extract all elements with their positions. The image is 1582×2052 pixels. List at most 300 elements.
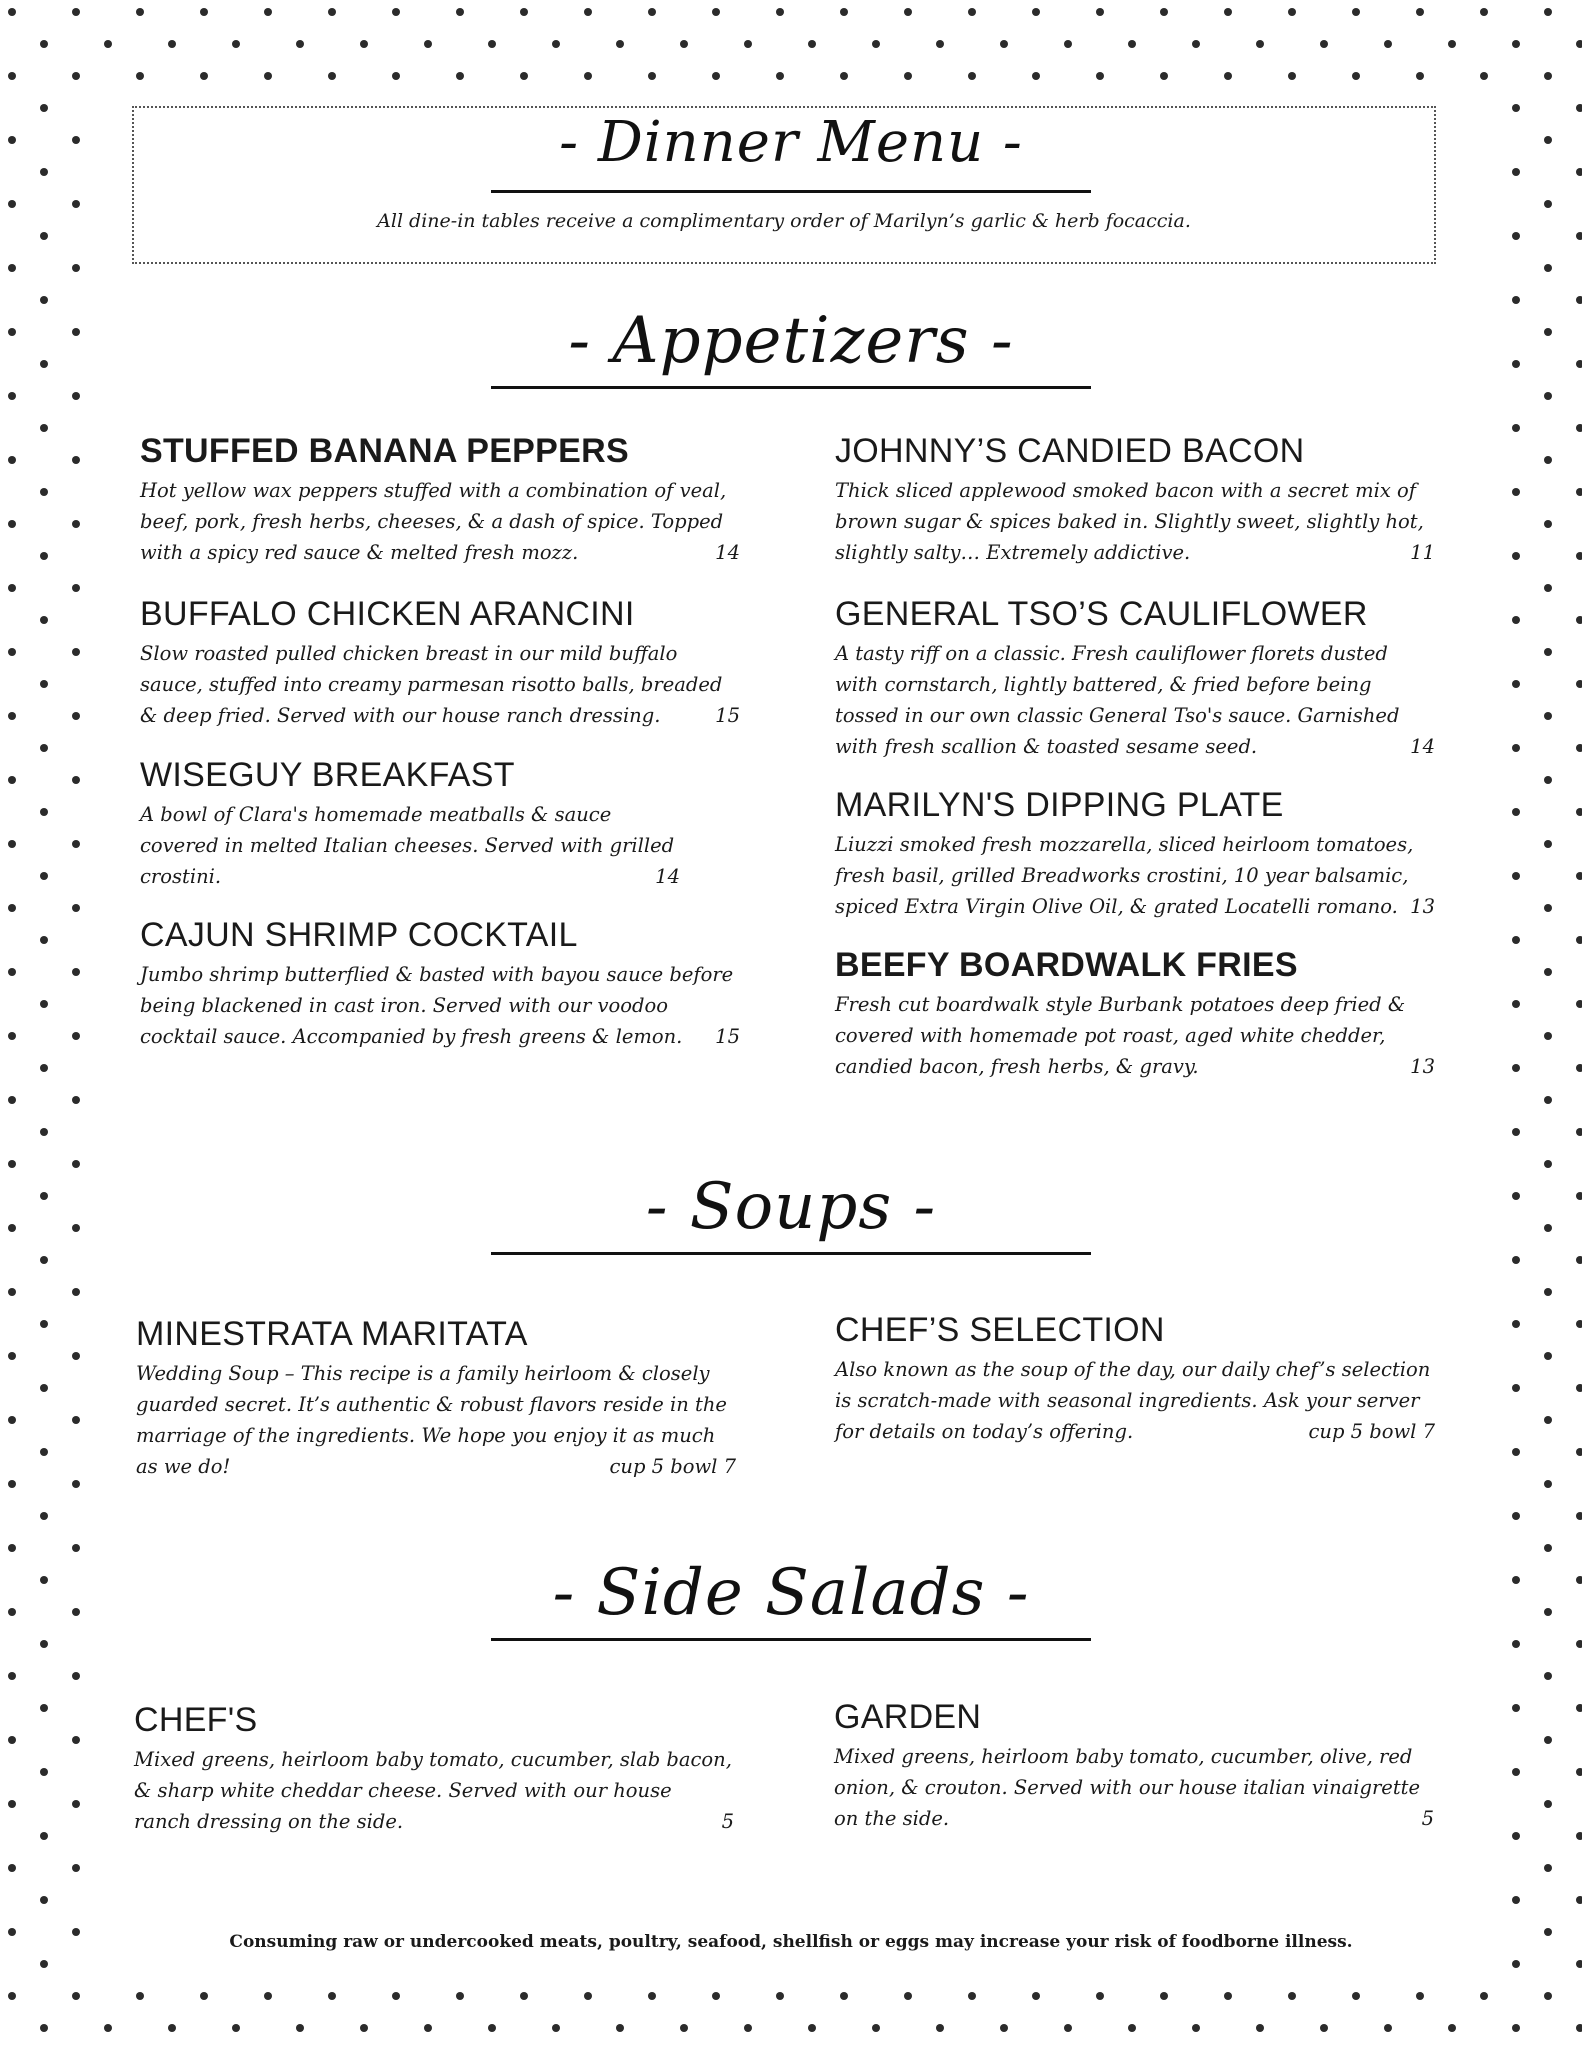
decorative-dot	[1128, 2024, 1136, 2032]
decorative-dot	[744, 2024, 752, 2032]
decorative-dot	[40, 1640, 48, 1648]
decorative-dot	[360, 40, 368, 48]
decorative-dot	[968, 72, 976, 80]
decorative-dot	[648, 72, 656, 80]
decorative-dot	[72, 1416, 80, 1424]
decorative-dot	[1512, 1448, 1520, 1456]
decorative-dot	[840, 8, 848, 16]
decorative-dot	[8, 456, 16, 464]
decorative-dot	[168, 40, 176, 48]
decorative-dot	[776, 1992, 784, 2000]
menu-item	[140, 431, 740, 568]
decorative-dot	[904, 8, 912, 16]
decorative-dot	[904, 1992, 912, 2000]
decorative-dot	[1512, 1640, 1520, 1648]
appetizers-heading: - Appetizers -	[568, 304, 1014, 378]
decorative-dot	[40, 1256, 48, 1264]
decorative-dot	[1512, 1064, 1520, 1072]
decorative-dot	[8, 1416, 16, 1424]
decorative-dot	[72, 1800, 80, 1808]
decorative-dot	[1288, 1992, 1296, 2000]
decorative-dot	[40, 1704, 48, 1712]
item-description: Also known as the soup of the day, our daily chef’s selection is scratch-made with seasonal ingredients. Ask your server for details on today’s offering. cup 5 bowl 7	[835, 1354, 1435, 1447]
item-price: 15	[707, 1021, 740, 1052]
decorative-dot	[776, 72, 784, 80]
decorative-dot	[8, 1480, 16, 1488]
decorative-dot	[1544, 712, 1552, 720]
decorative-dot	[8, 264, 16, 272]
decorative-dot	[1544, 8, 1552, 16]
decorative-dot	[1576, 808, 1582, 816]
decorative-dot	[1576, 1384, 1582, 1392]
decorative-dot	[1448, 2024, 1456, 2032]
item-name: WISEGUY BREAKFAST	[140, 756, 515, 794]
item-name: STUFFED BANANA PEPPERS	[140, 432, 629, 470]
decorative-dot	[1512, 808, 1520, 816]
decorative-dot	[40, 296, 48, 304]
menu-item	[835, 431, 1435, 568]
menu-item	[140, 594, 740, 731]
decorative-dot	[1576, 424, 1582, 432]
decorative-dot	[8, 840, 16, 848]
decorative-dot	[1512, 744, 1520, 752]
menu-tagline: All dine-in tables receive a complimentary order of Marilyn’s garlic & herb focaccia.	[377, 210, 1191, 232]
decorative-dot	[40, 232, 48, 240]
decorative-dot	[1352, 8, 1360, 16]
decorative-dot	[1192, 2024, 1200, 2032]
decorative-dot	[1576, 296, 1582, 304]
decorative-dot	[40, 808, 48, 816]
item-description: Slow roasted pulled chicken breast in our mild buffalo sauce, stuffed into creamy parmesan risotto balls, breaded & deep fried. Served with our house ranch dressing. 15	[140, 638, 740, 731]
decorative-dot	[456, 72, 464, 80]
item-description: Hot yellow wax peppers stuffed with a combination of veal, beef, pork, fresh herbs, cheeses, & a dash of spice. Topped with a spicy red sauce & melted fresh mozz. 14	[140, 475, 740, 568]
decorative-dot	[40, 1448, 48, 1456]
decorative-dot	[200, 8, 208, 16]
decorative-dot	[40, 1192, 48, 1200]
decorative-dot	[8, 1800, 16, 1808]
decorative-dot	[1576, 1128, 1582, 1136]
decorative-dot	[1576, 1448, 1582, 1456]
decorative-dot	[1480, 8, 1488, 16]
decorative-dot	[40, 744, 48, 752]
decorative-dot	[936, 2024, 944, 2032]
decorative-dot	[40, 1384, 48, 1392]
item-price: 11	[1402, 537, 1435, 568]
decorative-dot	[1544, 1416, 1552, 1424]
decorative-dot	[1576, 1768, 1582, 1776]
decorative-dot	[40, 936, 48, 944]
decorative-dot	[40, 1768, 48, 1776]
decorative-dot	[1576, 2024, 1582, 2032]
decorative-dot	[872, 40, 880, 48]
decorative-dot	[1544, 264, 1552, 272]
item-name: BEEFY BOARDWALK FRIES	[835, 946, 1298, 984]
decorative-dot	[1544, 968, 1552, 976]
decorative-dot	[1544, 1864, 1552, 1872]
decorative-dot	[1512, 1896, 1520, 1904]
decorative-dot	[840, 1992, 848, 2000]
decorative-dot	[1544, 72, 1552, 80]
decorative-dot	[776, 8, 784, 16]
decorative-dot	[72, 1544, 80, 1552]
item-price: 14	[647, 861, 680, 892]
decorative-dot	[968, 8, 976, 16]
decorative-dot	[1512, 360, 1520, 368]
decorative-dot	[1384, 40, 1392, 48]
decorative-dot	[72, 8, 80, 16]
decorative-dot	[1448, 40, 1456, 48]
decorative-dot	[1544, 200, 1552, 208]
decorative-dot	[72, 1096, 80, 1104]
decorative-dot	[8, 904, 16, 912]
decorative-dot	[1544, 840, 1552, 848]
decorative-dot	[40, 1576, 48, 1584]
decorative-dot	[1544, 1032, 1552, 1040]
decorative-dot	[8, 392, 16, 400]
decorative-dot	[104, 40, 112, 48]
decorative-dot	[1576, 1512, 1582, 1520]
decorative-dot	[1576, 1256, 1582, 1264]
item-description: A tasty riff on a classic. Fresh cauliflower florets dusted with cornstarch, lightly battered, & fried before being tossed in our own classic General Tso's sauce. Garnished with fresh scallion & toasted sesame seed. 14	[835, 638, 1435, 762]
decorative-dot	[72, 968, 80, 976]
decorative-dot	[72, 1736, 80, 1744]
decorative-dot	[1576, 1192, 1582, 1200]
decorative-dot	[72, 584, 80, 592]
menu-title: - Dinner Menu -	[559, 110, 1023, 175]
decorative-dot	[136, 8, 144, 16]
decorative-dot	[1512, 2024, 1520, 2032]
decorative-dot	[424, 40, 432, 48]
decorative-dot	[520, 72, 528, 80]
decorative-dot	[40, 1064, 48, 1072]
item-price: 13	[1402, 891, 1435, 922]
item-description: A bowl of Clara's homemade meatballs & sauce covered in melted Italian cheeses. Served with grilled crostini. 14	[140, 799, 680, 892]
decorative-dot	[1512, 1768, 1520, 1776]
decorative-dot	[72, 1032, 80, 1040]
decorative-dot	[72, 520, 80, 528]
decorative-dot	[72, 1224, 80, 1232]
decorative-dot	[40, 1960, 48, 1968]
decorative-dot	[72, 1288, 80, 1296]
decorative-dot	[1576, 1640, 1582, 1648]
decorative-dot	[1256, 40, 1264, 48]
decorative-dot	[1416, 8, 1424, 16]
decorative-dot	[1576, 40, 1582, 48]
decorative-dot	[1544, 1480, 1552, 1488]
decorative-dot	[1224, 1992, 1232, 2000]
decorative-dot	[8, 776, 16, 784]
decorative-dot	[1544, 1672, 1552, 1680]
menu-item	[134, 1700, 734, 1837]
decorative-dot	[8, 1032, 16, 1040]
decorative-dot	[1288, 72, 1296, 80]
decorative-dot	[1512, 296, 1520, 304]
decorative-dot	[1160, 8, 1168, 16]
decorative-dot	[1576, 1064, 1582, 1072]
decorative-dot	[1512, 872, 1520, 880]
item-name: MARILYN'S DIPPING PLATE	[835, 786, 1284, 824]
decorative-dot	[1064, 40, 1072, 48]
decorative-dot	[8, 1352, 16, 1360]
item-price: cup 5 bowl 7	[601, 1451, 736, 1482]
decorative-dot	[40, 680, 48, 688]
decorative-dot	[488, 40, 496, 48]
decorative-dot	[1320, 40, 1328, 48]
decorative-dot	[360, 2024, 368, 2032]
decorative-dot	[1576, 1000, 1582, 1008]
decorative-dot	[1256, 2024, 1264, 2032]
decorative-dot	[1032, 1992, 1040, 2000]
decorative-dot	[296, 2024, 304, 2032]
decorative-dot	[72, 136, 80, 144]
item-description: Thick sliced applewood smoked bacon with a secret mix of brown sugar & spices baked in. Slightly sweet, slightly hot, slightly salty… Extremely addictive. 11	[835, 475, 1435, 568]
decorative-dot	[616, 2024, 624, 2032]
decorative-dot	[1544, 1992, 1552, 2000]
decorative-dot	[1576, 168, 1582, 176]
decorative-dot	[8, 1096, 16, 1104]
decorative-dot	[1544, 136, 1552, 144]
decorative-dot	[1512, 552, 1520, 560]
decorative-dot	[8, 584, 16, 592]
decorative-dot	[8, 968, 16, 976]
decorative-dot	[744, 40, 752, 48]
decorative-dot	[1576, 552, 1582, 560]
item-description: Mixed greens, heirloom baby tomato, cucumber, olive, red onion, & crouton. Served with our house italian vinaigrette on the side. 5	[834, 1741, 1434, 1834]
decorative-dot	[8, 1224, 16, 1232]
decorative-dot	[168, 2024, 176, 2032]
decorative-dot	[72, 1992, 80, 2000]
decorative-dot	[1544, 1544, 1552, 1552]
decorative-dot	[72, 264, 80, 272]
decorative-dot	[136, 1992, 144, 2000]
decorative-dot	[712, 72, 720, 80]
item-name: MINESTRATA MARITATA	[136, 1315, 528, 1353]
decorative-dot	[1544, 648, 1552, 656]
decorative-dot	[72, 72, 80, 80]
decorative-dot	[72, 712, 80, 720]
decorative-dot	[1544, 392, 1552, 400]
decorative-dot	[1160, 1992, 1168, 2000]
decorative-dot	[8, 136, 16, 144]
decorative-dot	[40, 168, 48, 176]
item-price: cup 5 bowl 7	[1300, 1416, 1435, 1447]
decorative-dot	[328, 1992, 336, 2000]
decorative-dot	[72, 392, 80, 400]
decorative-dot	[40, 360, 48, 368]
decorative-dot	[456, 8, 464, 16]
item-name: BUFFALO CHICKEN ARANCINI	[140, 595, 635, 633]
item-name: CHEF'S	[134, 1701, 258, 1739]
item-price: 5	[714, 1806, 734, 1837]
item-description: Mixed greens, heirloom baby tomato, cucumber, slab bacon, & sharp white cheddar cheese. Served with our house ranch dressing on the side. 5	[134, 1744, 734, 1837]
decorative-dot	[40, 2024, 48, 2032]
decorative-dot	[1128, 40, 1136, 48]
decorative-dot	[1512, 168, 1520, 176]
decorative-dot	[1512, 1832, 1520, 1840]
decorative-dot	[488, 2024, 496, 2032]
decorative-dot	[40, 1832, 48, 1840]
decorative-dot	[392, 72, 400, 80]
decorative-dot	[1512, 616, 1520, 624]
decorative-dot	[712, 8, 720, 16]
decorative-dot	[232, 40, 240, 48]
decorative-dot	[72, 1672, 80, 1680]
decorative-dot	[424, 2024, 432, 2032]
decorative-dot	[936, 40, 944, 48]
decorative-dot	[1576, 1832, 1582, 1840]
decorative-dot	[1224, 8, 1232, 16]
decorative-dot	[232, 2024, 240, 2032]
menu-item	[835, 945, 1435, 1082]
menu-item	[835, 594, 1435, 762]
decorative-dot	[680, 2024, 688, 2032]
decorative-dot	[1064, 2024, 1072, 2032]
decorative-dot	[1096, 8, 1104, 16]
decorative-dot	[1096, 1992, 1104, 2000]
decorative-dot	[1512, 1128, 1520, 1136]
item-price: 13	[1402, 1051, 1435, 1082]
decorative-dot	[328, 8, 336, 16]
decorative-dot	[1576, 104, 1582, 112]
decorative-dot	[264, 1992, 272, 2000]
decorative-dot	[8, 200, 16, 208]
decorative-dot	[8, 8, 16, 16]
decorative-dot	[1512, 488, 1520, 496]
decorative-dot	[72, 328, 80, 336]
item-name: CHEF’S SELECTION	[835, 1311, 1165, 1349]
decorative-dot	[456, 1992, 464, 2000]
decorative-dot	[1576, 680, 1582, 688]
decorative-dot	[840, 72, 848, 80]
decorative-dot	[264, 72, 272, 80]
decorative-dot	[584, 8, 592, 16]
decorative-dot	[1192, 40, 1200, 48]
decorative-dot	[1512, 1576, 1520, 1584]
decorative-dot	[1576, 1704, 1582, 1712]
decorative-dot	[72, 1480, 80, 1488]
decorative-dot	[968, 1992, 976, 2000]
decorative-dot	[40, 552, 48, 560]
decorative-dot	[8, 712, 16, 720]
decorative-dot	[200, 72, 208, 80]
decorative-dot	[8, 1736, 16, 1744]
decorative-dot	[1576, 232, 1582, 240]
decorative-dot	[648, 8, 656, 16]
decorative-dot	[1512, 680, 1520, 688]
decorative-dot	[8, 1672, 16, 1680]
decorative-dot	[808, 2024, 816, 2032]
decorative-dot	[1416, 1992, 1424, 2000]
item-price: 14	[707, 537, 740, 568]
decorative-dot	[1480, 72, 1488, 80]
decorative-dot	[584, 1992, 592, 2000]
decorative-dot	[136, 72, 144, 80]
decorative-dot	[1288, 8, 1296, 16]
decorative-dot	[1576, 1576, 1582, 1584]
decorative-dot	[40, 1896, 48, 1904]
decorative-dot	[1544, 456, 1552, 464]
decorative-dot	[8, 1992, 16, 2000]
item-price: 5	[1414, 1803, 1434, 1834]
menu-item	[835, 785, 1435, 922]
decorative-dot	[72, 840, 80, 848]
decorative-dot	[392, 8, 400, 16]
decorative-dot	[264, 8, 272, 16]
decorative-dot	[1576, 1896, 1582, 1904]
item-description: Fresh cut boardwalk style Burbank potatoes deep fried & covered with homemade pot roast, aged white chedder, candied bacon, fresh herbs, & gravy. 13	[835, 989, 1435, 1082]
decorative-dot	[1576, 488, 1582, 496]
decorative-dot	[1160, 72, 1168, 80]
item-price: 14	[1402, 731, 1435, 762]
decorative-dot	[8, 1544, 16, 1552]
decorative-dot	[1384, 2024, 1392, 2032]
decorative-dot	[40, 1320, 48, 1328]
soups-rule	[491, 1252, 1091, 1255]
decorative-dot	[1512, 40, 1520, 48]
decorative-dot	[1512, 1000, 1520, 1008]
decorative-dot	[872, 2024, 880, 2032]
menu-item	[136, 1314, 736, 1482]
decorative-dot	[72, 904, 80, 912]
decorative-dot	[1544, 1608, 1552, 1616]
decorative-dot	[1032, 72, 1040, 80]
decorative-dot	[1512, 104, 1520, 112]
decorative-dot	[1512, 1192, 1520, 1200]
decorative-dot	[1512, 424, 1520, 432]
decorative-dot	[1096, 72, 1104, 80]
decorative-dot	[328, 72, 336, 80]
decorative-dot	[72, 1864, 80, 1872]
decorative-dot	[1544, 1736, 1552, 1744]
decorative-dot	[1480, 1992, 1488, 2000]
decorative-dot	[552, 2024, 560, 2032]
decorative-dot	[1512, 1320, 1520, 1328]
decorative-dot	[1576, 936, 1582, 944]
decorative-dot	[1544, 1288, 1552, 1296]
item-description: Wedding Soup – This recipe is a family heirloom & closely guarded secret. It’s authentic & robust flavors reside in the marriage of the ingredients. We hope you enjoy it as much as we do! cup 5 bowl 7	[136, 1358, 736, 1482]
decorative-dot	[1544, 520, 1552, 528]
decorative-dot	[648, 1992, 656, 2000]
decorative-dot	[8, 1608, 16, 1616]
decorative-dot	[392, 1992, 400, 2000]
decorative-dot	[1512, 1384, 1520, 1392]
decorative-dot	[40, 1512, 48, 1520]
item-price: 15	[707, 700, 740, 731]
menu-item	[835, 1310, 1435, 1447]
decorative-dot	[1512, 232, 1520, 240]
decorative-dot	[8, 72, 16, 80]
item-description: Jumbo shrimp butterflied & basted with bayou sauce before being blackened in cast iron. Served with our voodoo cocktail sauce. Accompanied by fresh greens & lemon. 15	[140, 959, 740, 1052]
decorative-dot	[520, 1992, 528, 2000]
decorative-dot	[104, 2024, 112, 2032]
decorative-dot	[680, 40, 688, 48]
decorative-dot	[552, 40, 560, 48]
decorative-dot	[40, 424, 48, 432]
decorative-dot	[72, 648, 80, 656]
decorative-dot	[1032, 8, 1040, 16]
decorative-dot	[1576, 744, 1582, 752]
decorative-dot	[1512, 1512, 1520, 1520]
menu-item	[140, 915, 740, 1052]
decorative-dot	[1576, 872, 1582, 880]
decorative-dot	[8, 648, 16, 656]
decorative-dot	[1576, 360, 1582, 368]
decorative-dot	[1224, 72, 1232, 80]
decorative-dot	[72, 1608, 80, 1616]
decorative-dot	[40, 1128, 48, 1136]
decorative-dot	[1320, 2024, 1328, 2032]
decorative-dot	[200, 1992, 208, 2000]
